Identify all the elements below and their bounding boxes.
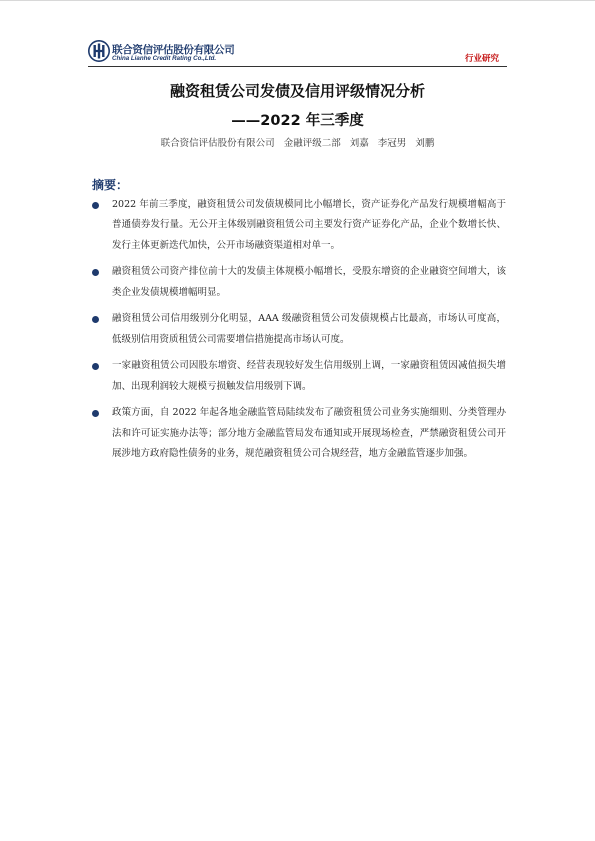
author-company: 联合资信评估股份有限公司 (160, 138, 275, 149)
company-logo (88, 40, 258, 64)
lianhe-logo-icon (88, 40, 110, 62)
report-title: 融资租赁公司发债及信用评级情况分析 (169, 82, 425, 100)
author-department: 金融评级二部 (283, 138, 341, 149)
bullet-icon (92, 410, 99, 417)
bullet-icon (92, 202, 99, 209)
logo-company-name-cn: 联合资信评估股份有限公司 (112, 44, 235, 56)
abstract-item-text: 融资租赁公司资产排位前十大的发债主体规模小幅增长，受股东增资的企业融资空间增大，该类企业发债规模增幅明显。 (112, 266, 506, 298)
report-category: 行业研究 (464, 54, 499, 64)
bullet-icon (92, 269, 99, 276)
author-name: 刘嘉 (349, 138, 369, 149)
logo-company-name-en: China Lianhe Credit Rating Co.,Ltd. (112, 55, 217, 62)
abstract-list (88, 195, 506, 471)
page-header (88, 38, 507, 66)
bullet-icon (92, 316, 99, 323)
abstract-item (88, 195, 506, 256)
abstract-item-text: 一家融资租赁公司因股东增资、经营表现较好发生信用级别上调，一家融资租赁因减值损失增加、出现利润较大规模亏损触发信用级别下调。 (112, 360, 506, 392)
top-border (0, 0, 595, 1)
abstract-item-text: 2022 年前三季度，融资租赁公司发债规模同比小幅增长，资产证券化产品发行规模增幅高于普通债券发行量。无公开主体级别融资租赁公司主要发行资产证券化产品，企业个数增长快、发行主体更新迭代加快，公开市场融资渠道相对单一。 (112, 199, 506, 251)
abstract-item (88, 262, 506, 303)
abstract-heading: 摘要： (92, 178, 129, 192)
abstract-item-text: 政策方面，自 2022 年起各地金融监管局陆续发布了融资租赁公司业务实施细则、分类管理办法和许可证实施办法等；部分地方金融监管局发布通知或开展现场检查，严禁融资租赁公司开展涉地方政府隐性债务的业务，规范融资租赁公司合规经营，地方金融监管逐步加强。 (112, 407, 506, 460)
bullet-icon (92, 363, 99, 370)
author-name: 刘鹏 (415, 138, 435, 149)
report-subtitle: ——2022 年三季度 (231, 113, 364, 129)
header-divider (88, 66, 507, 67)
abstract-item-text: 融资租赁公司信用级别分化明显，AAA 级融资租赁公司发债规模占比最高，市场认可度高，低级别信用资质租赁公司需要增信措施提高市场认可度。 (112, 313, 506, 345)
author-name: 李冠男 (377, 138, 407, 149)
abstract-item (88, 356, 506, 397)
abstract-item (88, 403, 506, 464)
author-line (0, 135, 595, 149)
abstract-item (88, 309, 506, 350)
